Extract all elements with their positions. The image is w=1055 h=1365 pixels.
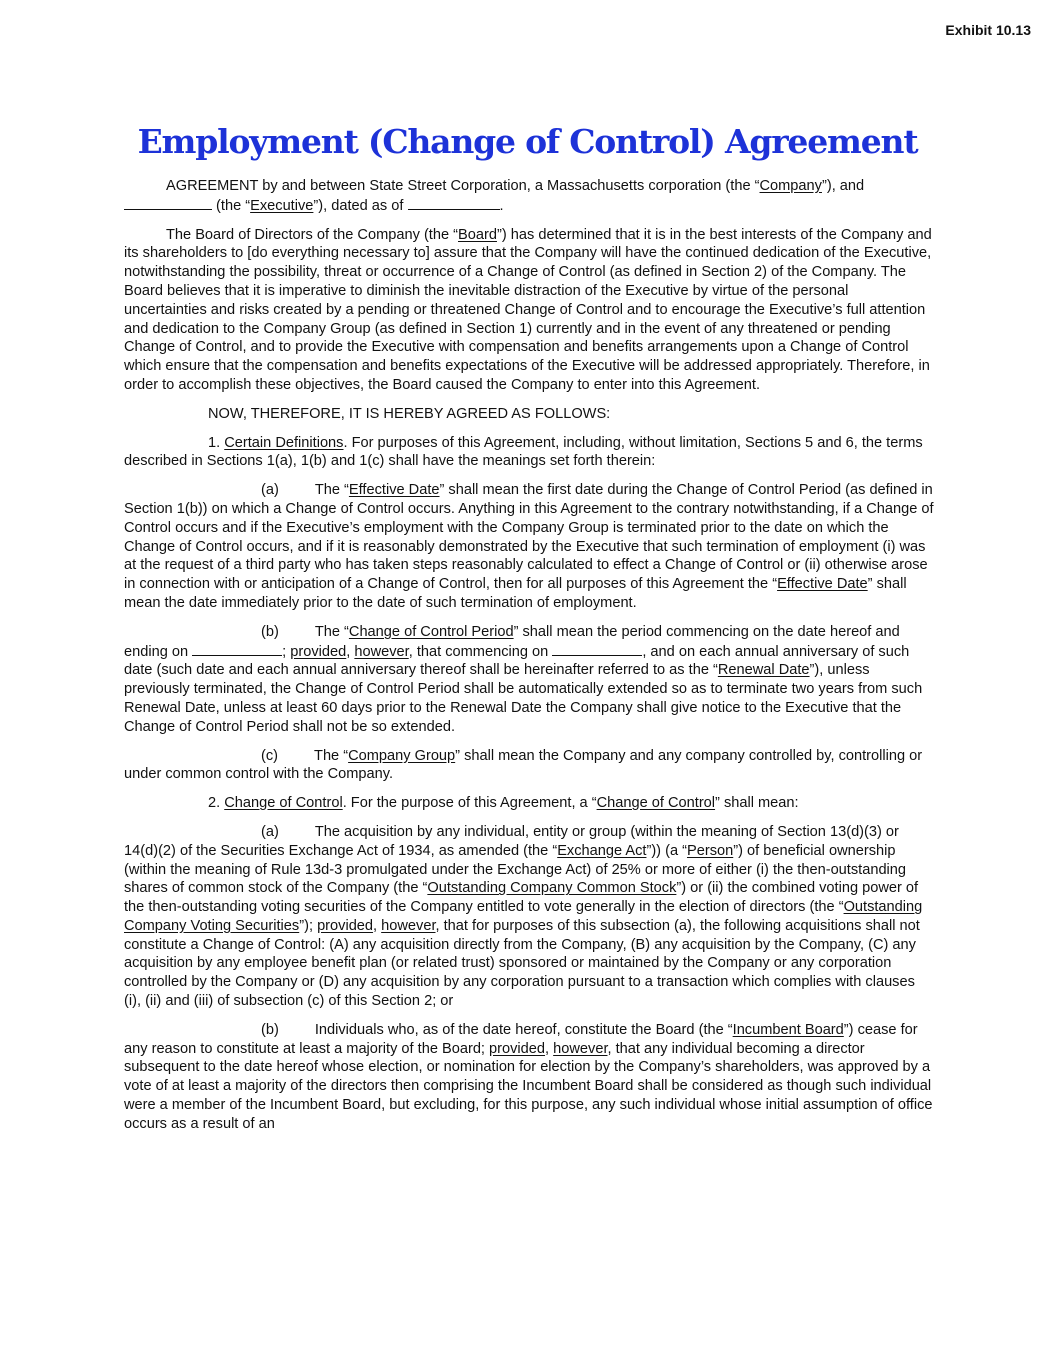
section-1	[124, 434, 934, 472]
text: ”), dated as of	[313, 197, 408, 214]
document-title: Employment (Change of Control) Agreement	[137, 122, 918, 161]
text: ,	[545, 1040, 554, 1057]
term-company: Company	[759, 178, 822, 194]
text: , and on each annual anniversary of such date (such date and each annual anniversary thereof shall be hereinafter referred to as the “	[124, 643, 910, 679]
blank-date	[408, 196, 500, 210]
term-however: however	[354, 643, 409, 660]
clause-label: (b)	[261, 623, 279, 640]
blank-executive-name	[124, 196, 212, 210]
text: ”)) (a “	[646, 842, 687, 859]
text: ”) or (ii) the combined voting power of the then-outstanding voting securities of the Company entitled to vote generally in the election of directors (the “	[124, 880, 919, 916]
term-exchange-act: Exchange Act	[557, 842, 647, 859]
text: AGREEMENT by and between State Street Corporation, a Massachusetts corporation (the “	[166, 178, 760, 194]
term-provided: provided	[290, 643, 347, 660]
section-number: 2.	[208, 795, 225, 812]
term-effective-date: Effective Date	[348, 482, 440, 499]
text: ”) cease for any reason to constitute at least a majority of the Board;	[124, 1021, 918, 1057]
text: . For purposes of this Agreement, including, without limitation, Sections 5 and 6, the terms described in Sections 1(a), 1(b) and 1(c) shall have the meanings set forth therein:	[124, 434, 923, 470]
term-provided: provided	[317, 917, 374, 934]
text: The “	[314, 623, 349, 640]
term-company-group: Company Group	[348, 747, 456, 764]
term-effective-date: Effective Date	[777, 576, 868, 593]
term-executive: Executive	[250, 197, 314, 214]
term-provided: provided	[489, 1040, 546, 1057]
document-body	[124, 177, 934, 1144]
text: ” shall mean the Company and any company controlled by, controlling or under common control with the Company.	[124, 747, 923, 783]
term-change-of-control: Change of Control	[596, 795, 716, 812]
clause-label: (a)	[261, 482, 279, 499]
text: ”) has determined that it is in the best interests of the Company and its shareholders to [do everything necessary to] assure that the Company will have the continued dedication of the Executive, notwithstanding the possibility, threat or occurrence of a Change of Control (as defined in Section 2) of the Company. The Board believes that it is imperative to diminish the inevitable distraction of the Executive by virtue of the personal uncertainties and risks created by a pending or threatened Change of Control and to encourage the Executive’s full attention and dedication to the Company Group (as defined in Section 1) currently and in the event of any threatened or pending Change of Control, and to provide the Executive with compensation and benefits arrangements upon a Change of Control which ensure that the compensation and benefits expectations of the Executive will be addressed appropriately. Therefore, in order to accomplish these objectives, the Board caused the Company to enter into this Agreement.	[124, 226, 932, 393]
recital-paragraph	[124, 226, 934, 395]
clause-label: (c)	[261, 747, 279, 764]
blank-end-date	[192, 642, 282, 656]
text: (the “	[212, 197, 251, 214]
exhibit-label: Exhibit 10.13	[945, 22, 1031, 38]
text: , that commencing on	[408, 643, 553, 660]
term-person: Person	[686, 842, 734, 859]
text: , that for purposes of this subsection (a), the following acquisitions shall not constitute a Change of Control: (A) any acquisition directly from the Company, (B) any acquisition by the Company, (C) any acquisition by any employee benefit plan (or related trust) sponsored or maintained by the Company or any corporation controlled by the Company or (D) any acquisition by any corporation pursuant to a transaction which complies with clauses (i), (ii) and (iii) of subsection (c) of this Section 2; or	[124, 917, 920, 1010]
term-outstanding-company-common-stock: Outstanding Company Common Stock	[427, 880, 677, 897]
text: The acquisition by any individual, entity or group (within the meaning of Section 13(d)(3) or 14(d)(2) of the Securities Exchange Act of 1934, as amended (the “	[124, 823, 899, 859]
section-number: 1.	[208, 434, 225, 451]
text: ”), and	[821, 178, 865, 194]
section-2a	[124, 823, 934, 1011]
text: ,	[346, 643, 355, 660]
text: The “	[314, 747, 349, 764]
section-2b	[124, 1021, 934, 1134]
text: ,	[373, 917, 382, 934]
section-1c	[124, 747, 934, 785]
term-renewal-date: Renewal Date	[717, 662, 810, 679]
text: ” shall mean:	[715, 795, 799, 812]
term-board: Board	[458, 226, 497, 243]
term-however: however	[553, 1040, 608, 1057]
section-1a	[124, 481, 934, 613]
text: ”) of beneficial ownership (within the meaning of Rule 13d-3 promulgated under the Exchange Act) of 25% or more of either (i) the then-outstanding shares of common stock of the Company (the “	[124, 842, 907, 897]
term-outstanding-company-voting-securities: Outstanding Company Voting Securities	[124, 899, 923, 934]
text: ;	[282, 643, 291, 660]
clause-label: (b)	[261, 1021, 279, 1038]
text: . For the purpose of this Agreement, a “	[342, 795, 597, 812]
text: The “	[314, 482, 349, 499]
text: ” shall mean the period commencing on the date hereof and ending on	[124, 623, 900, 660]
intro-paragraph	[124, 177, 934, 216]
text: , that any individual becoming a director subsequent to the date hereof whose election, or nomination for election by the Company’s shareholders, was approved by a vote of at least a majority of the directors then comprising the Incumbent Board shall be considered as though such individual were a member of the Incumbent Board, but excluding, for this purpose, any such individual whose initial assumption of office occurs as a result of an	[124, 1040, 933, 1132]
section-1b	[124, 623, 934, 737]
text: ” shall mean the first date during the Change of Control Period (as defined in Section 1(b)) on which a Change of Control occurs. Anything in this Agreement to the contrary notwithstanding, if a Change of Control occurs and if the Executive’s employment with the Company Group is terminated prior to the date on which the Change of Control occurs, and if it is reasonably demonstrated by the Executive that such termination of employment (i) was at the request of a third party who has taken steps reasonably calculated to effect a Change of Control or (ii) otherwise arose in connection with or anticipation of a Change of Control, then for all purposes of this Agreement the “	[124, 482, 934, 593]
text: Individuals who, as of the date hereof, constitute the Board (the “	[314, 1021, 733, 1038]
blank-commencing-date	[552, 642, 642, 656]
now-therefore-paragraph: NOW, THEREFORE, IT IS HEREBY AGREED AS FOLLOWS:	[208, 405, 611, 422]
text: .	[499, 197, 504, 214]
term-change-of-control-period: Change of Control Period	[348, 623, 514, 640]
section-2-heading: Change of Control	[224, 795, 343, 812]
clause-label: (a)	[261, 823, 279, 840]
section-1-heading: Certain Definitions	[224, 434, 344, 451]
section-2	[124, 794, 934, 813]
term-incumbent-board: Incumbent Board	[732, 1021, 844, 1038]
text: The Board of Directors of the Company (the “	[166, 226, 459, 243]
text: ”), unless previously terminated, the Change of Control Period shall be automatically extended so as to terminate two years from such Renewal Date, unless at least 60 days prior to the Renewal Date the Company shall give notice to the Executive that the Change of Control Period shall not be so extended.	[124, 662, 923, 735]
term-however: however	[381, 917, 436, 934]
text: ”);	[299, 917, 318, 934]
text: ” shall mean the date immediately prior to the date of such termination of employment.	[124, 576, 907, 611]
